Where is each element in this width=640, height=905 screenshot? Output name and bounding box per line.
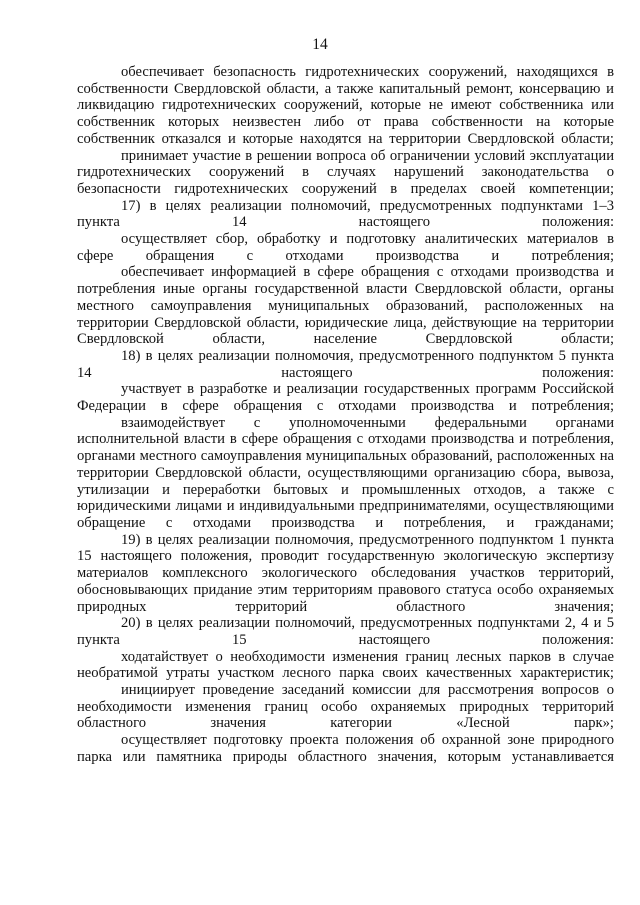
- paragraph-analytics: осуществляет сбор, обработку и подготовку аналитических материалов в сфере обращения с отходами производства и потребления;: [77, 231, 614, 264]
- paragraph-item-20: 20) в целях реализации полномочий, предусмотренных подпунктами 2, 4 и 5 пункта 15 настоящего положения:: [77, 615, 614, 648]
- document-body: [77, 64, 614, 766]
- paragraph-commission: инициирует проведение заседаний комиссии для рассмотрения вопросов о необходимости изменения границ особо охраняемых природных территорий областного значения категории «Лесной парк»;: [77, 682, 614, 732]
- page-number: 14: [312, 36, 328, 53]
- paragraph-hydro-restrictions: принимает участие в решении вопроса об ограничении условий эксплуатации гидротехнических сооружений в случаях нарушений законодательства о безопасности гидротехнических сооружений в пределах своей компетенции;: [77, 147, 614, 197]
- paragraph-hydro-safety: обеспечивает безопасность гидротехнических сооружений, находящихся в собственности Свердловской области, а также капитальный ремонт, консервацию и ликвидацию гидротехнических сооружений, которые не имеют собственника или собственник которых неизвестен либо от права собственности на которые собственник отказался и которые находятся на территории Свердловской области;: [77, 64, 614, 147]
- paragraph-programs: участвует в разработке и реализации государственных программ Российской Федерации в сфере обращения с отходами производства и потребления;: [77, 381, 614, 415]
- paragraph-cooperation: взаимодействует с уполномоченными федеральными органами исполнительной власти в сфере обращения с отходами производства и потребления, органами местного самоуправления муниципальных образований, расположенных на территории Свердловской области, осуществляющими организацию сбора, вывоза, утилизации и переработки бытовых и промышленных отходов, а также с юридическими лицами и индивидуальными предпринимателями, осуществляющими обращение с отходами производства и потребления, и гражданами;: [77, 414, 614, 531]
- paragraph-information-supply: обеспечивает информацией в сфере обращения с отходами производства и потребления иные органы государственной власти Свердловской области, органы местного самоуправления муниципальных образований, расположенных на территории Свердловской области, юридические лица, действующие на территории Свердловской области, население Свердловской области;: [77, 264, 614, 348]
- paragraph-item-17: 17) в целях реализации полномочий, предусмотренных подпунктами 1–3 пункта 14 настоящего положения:: [77, 197, 614, 231]
- paragraph-forest-parks: ходатайствует о необходимости изменения границ лесных парков в случае необратимой утраты участком лесного парка своих качественных характеристик;: [77, 648, 614, 682]
- paragraph-item-18: 18) в целях реализации полномочия, предусмотренного подпунктом 5 пункта 14 настоящего положения:: [77, 347, 614, 381]
- paragraph-protection-zone: осуществляет подготовку проекта положения об охранной зоне природного парка или памятника природы областного значения, которым устанавливается: [77, 732, 614, 765]
- paragraph-item-19: 19) в целях реализации полномочия, предусмотренного подпунктом 1 пункта 15 настоящего положения, проводит государственную экологическую экспертизу материалов комплексного экологического обследования участков территорий, обосновывающих придание этим территориям правового статуса особо охраняемых природных территорий областного значения;: [77, 531, 614, 615]
